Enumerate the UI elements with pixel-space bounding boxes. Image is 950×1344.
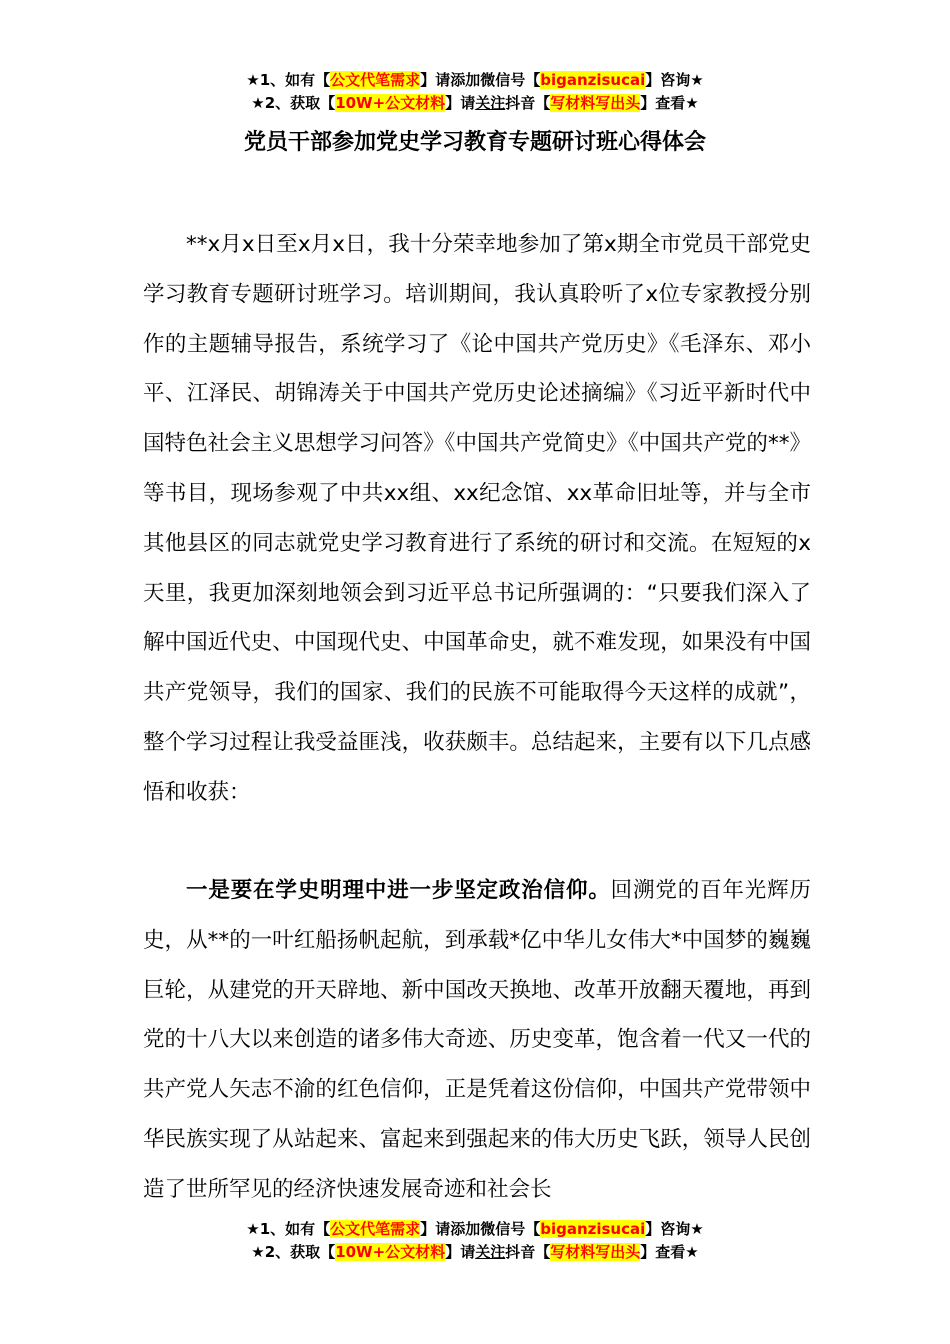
banner-highlight: biganzisucai	[540, 1220, 646, 1238]
banner-highlight: 10W+公文材料	[335, 1243, 446, 1261]
banner-text-underlined: 关注	[475, 94, 506, 112]
banner-text: 】咨询★	[645, 71, 704, 89]
banner-highlight: 公文代笔需求	[330, 71, 421, 89]
banner-text: 抖音【	[505, 1243, 551, 1261]
banner-text: 】咨询★	[645, 1220, 704, 1238]
banner-text: 】请添加微信号【	[420, 1220, 541, 1238]
paragraph-body: 回溯党的百年光辉历史，从**的一叶红船扬帆起航，到承载*亿中华儿女伟大*中国梦的巍巍巨轮，从建党的开天辟地、新中国改天换地、改革开放翻天覆地，再到党的十八大以来创造的诸多伟大奇迹、历史变革，饱含着一代又一代的共产党人矢志不渝的红色信仰，正是凭着这份信仰，中国共产党带领中华民族实现了从站起来、富起来到强起来的伟大历史飞跃，领导人民创造了世所罕见的经济快速发展奇迹和社会长	[143, 878, 811, 1202]
banner-line-1	[0, 1218, 950, 1241]
banner-line-2	[0, 92, 950, 115]
banner-text: 】请	[445, 1243, 476, 1261]
banner-highlight: 10W+公文材料	[335, 94, 446, 112]
paragraph-intro: **x月x日至x月x日，我十分荣幸地参加了第x期全市党员干部党史学习教育专题研讨班学习。培训期间，我认真聆听了x位专家教授分别作的主题辅导报告，系统学习了《论中国共产党历史》《毛泽东、邓小平、江泽民、胡锦涛关于中国共产党历史论述摘编》《习近平新时代中国特色社会主义思想学习问答》《中国共产党简史》《中国共产党的**》等书目，现场参观了中共xx组、xx纪念馆、xx革命旧址等，并与全市其他县区的同志就党史学习教育进行了系统的研讨和交流。在短短的x天里，我更加深刻地领会到习近平总书记所强调的：“只要我们深入了解中国近代史、中国现代史、中国革命史，就不难发现，如果没有中国共产党领导，我们的国家、我们的民族不可能取得今天这样的成就”，整个学习过程让我受益匪浅，收获颇丰。总结起来，主要有以下几点感悟和收获：	[143, 232, 811, 805]
paragraph-point-one	[143, 866, 811, 1215]
banner-text: 】查看★	[640, 1243, 699, 1261]
banner-highlight: 写材料写出头	[550, 94, 641, 112]
banner-text-underlined: 关注	[475, 1243, 506, 1261]
banner-text: ★1、如有【	[246, 71, 331, 89]
banner-highlight: biganzisucai	[540, 71, 646, 89]
banner-highlight: 写材料写出头	[550, 1243, 641, 1261]
paragraph-lead: 一是要在学史明理中进一步坚定政治信仰。	[186, 878, 611, 903]
banner-text: 】请添加微信号【	[420, 71, 541, 89]
banner-text: 】查看★	[640, 94, 699, 112]
banner-text: ★2、获取【	[251, 94, 336, 112]
banner-text: ★2、获取【	[251, 1243, 336, 1261]
banner-text: ★1、如有【	[246, 1220, 331, 1238]
banner-line-1	[0, 69, 950, 92]
footer-banner	[0, 1218, 950, 1264]
banner-text: 抖音【	[505, 94, 551, 112]
header-banner	[0, 69, 950, 115]
banner-line-2	[0, 1241, 950, 1264]
banner-highlight: 公文代笔需求	[330, 1220, 421, 1238]
banner-text: 】请	[445, 94, 476, 112]
document-title: 党员干部参加党史学习教育专题研讨班心得体会	[243, 130, 706, 155]
